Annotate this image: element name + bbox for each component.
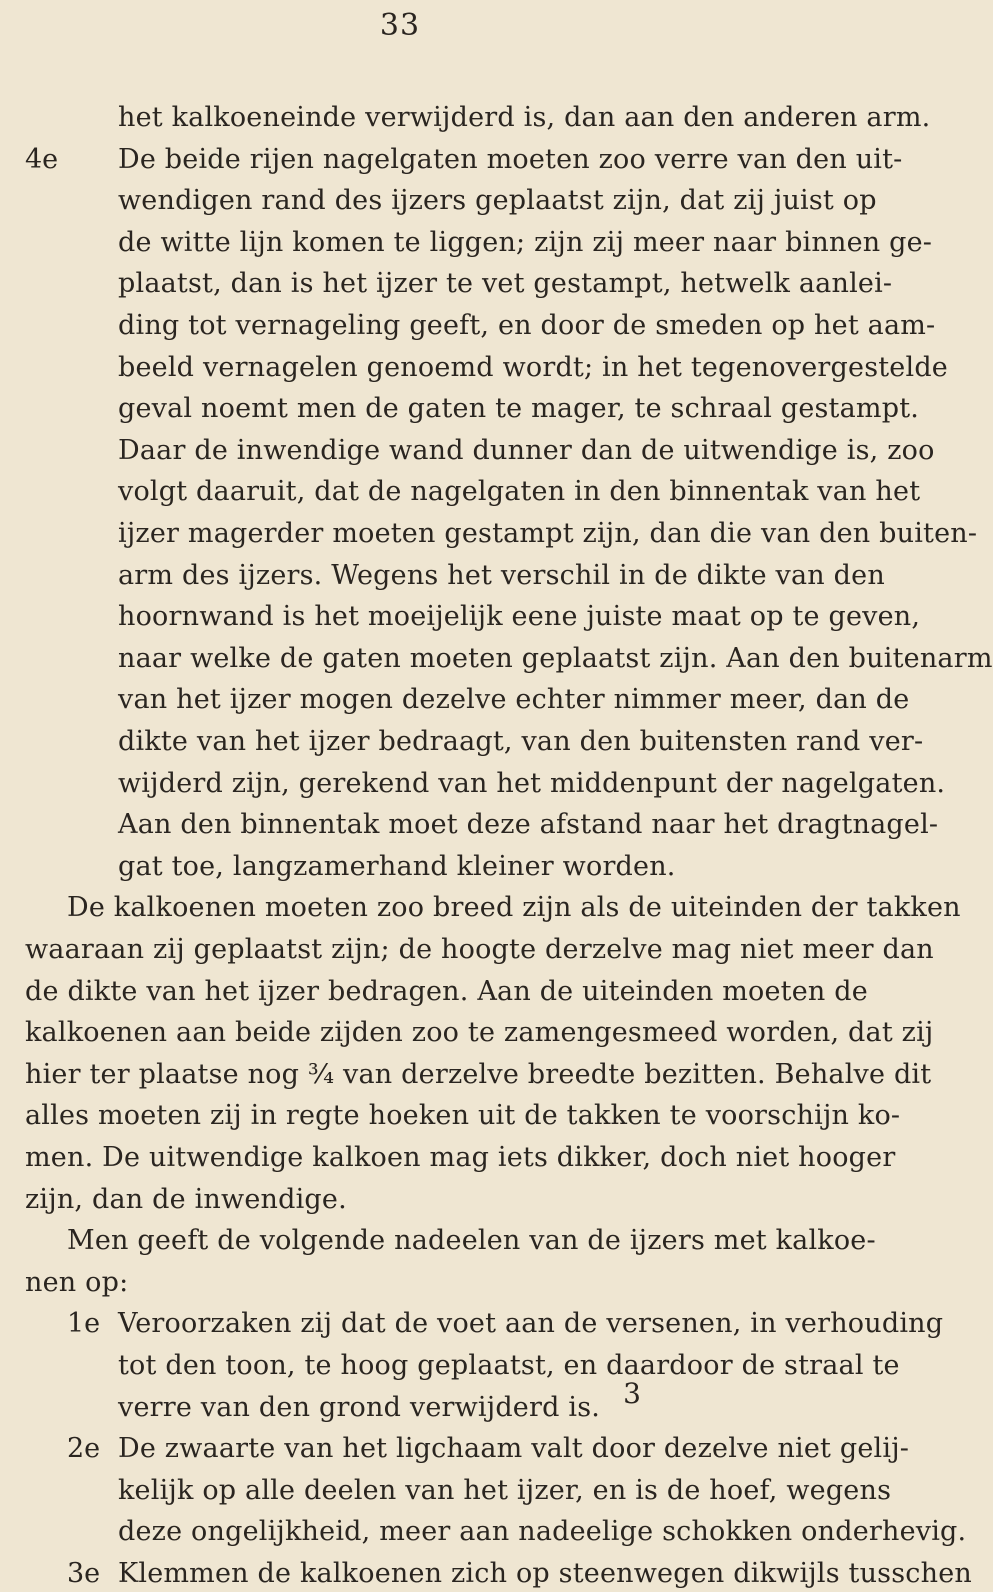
list-item-line: De zwaarte van het ligchaam valt door dezelve niet gelij- [118, 1433, 910, 1465]
text-line: ding tot vernageling geeft, en door de smeden op het aam- [118, 310, 936, 341]
text-line: volgt daaruit, dat de nagelgaten in den binnentak van het [118, 476, 921, 508]
text-line: wendigen rand des ijzers geplaatst zijn, dat zij juist op [118, 185, 877, 217]
text-line: hier ter plaatse nog ¾ van derzelve breedte bezitten. Behalve dit [25, 1058, 932, 1090]
text-line: men. De uitwendige kalkoen mag iets dikker, doch niet hooger [25, 1142, 896, 1173]
list-item-line: Klemmen de kalkoenen zich op steenwegen dikwijls tusschen [118, 1558, 972, 1589]
text-line: wijderd zijn, gerekend van het middenpunt der nagelgaten. [118, 767, 946, 799]
text-line: dikte van het ijzer bedraagt, van den buitensten rand ver- [118, 726, 924, 757]
text-line: waaraan zij geplaatst zijn; de hoogte derzelve mag niet meer dan [25, 934, 934, 965]
list-item-line: tot den toon, te hoog geplaatst, en daardoor de straal te [118, 1350, 900, 1381]
text-line: hoornwand is het moeijelijk eene juiste maat op te geven, [118, 601, 921, 633]
text-line: ijzer magerder moeten gestampt zijn, dan die van den buiten- [118, 518, 978, 549]
page-number-bottom: 3 [623, 1377, 641, 1410]
list-item-line: kelijk op alle deelen van het ijzer, en is de hoef, wegens [118, 1474, 892, 1506]
text-line: zijn, dan de inwendige. [25, 1183, 347, 1215]
text-line: Aan den binnentak moet deze afstand naar het dragtnagel- [118, 809, 939, 841]
text-line: gat toe, langzamerhand kleiner worden. [118, 850, 676, 882]
list-item-line: deze ongelijkheid, meer aan nadeelige schokken onderhevig. [118, 1516, 967, 1548]
text-line: kalkoenen aan beide zijden zoo te zamengesmeed worden, dat zij [25, 1017, 934, 1049]
text-line: nen op: [25, 1266, 129, 1298]
text-line: naar welke de gaten moeten geplaatst zijn. Aan den buitenarm [118, 642, 993, 674]
list-marker: 2e [67, 1433, 101, 1465]
text-line: de witte lijn komen te liggen; zijn zij meer naar binnen ge- [118, 226, 933, 258]
list-marker: 4e [25, 143, 59, 175]
page-number-top: 33 [379, 8, 421, 43]
text-line: van het ijzer mogen dezelve echter nimmer meer, dan de [118, 684, 910, 716]
list-item-line: verre van den grond verwijderd is. [118, 1391, 601, 1423]
text-line: geval noemt men de gaten te mager, te schraal gestampt. [118, 393, 920, 425]
text-line: de dikte van het ijzer bedragen. Aan de uiteinden moeten de [25, 975, 868, 1007]
text-line: Men geeft de volgende nadeelen van de ijzers met kalkoe- [67, 1225, 876, 1257]
text-line: het kalkoeneinde verwijderd is, dan aan den anderen arm. [118, 102, 931, 133]
list-marker: 1e [67, 1308, 101, 1340]
text-line: arm des ijzers. Wegens het verschil in de dikte van den [118, 559, 885, 591]
text-line: De kalkoenen moeten zoo breed zijn als de uiteinden der takken [67, 892, 961, 924]
list-marker: 3e [67, 1558, 101, 1589]
text-line: Daar de inwendige wand dunner dan de uitwendige is, zoo [118, 434, 935, 466]
text-line: De beide rijen nagelgaten moeten zoo verre van den uit- [118, 143, 903, 175]
text-line: plaatst, dan is het ijzer te vet gestampt, hetwelk aanlei- [118, 268, 893, 300]
list-item-line: Veroorzaken zij dat de voet aan de versenen, in verhouding [118, 1308, 944, 1340]
text-line: beeld vernagelen genoemd wordt; in het tegenovergestelde [118, 351, 948, 383]
text-line: alles moeten zij in regte hoeken uit de takken te voorschijn ko- [25, 1100, 901, 1132]
